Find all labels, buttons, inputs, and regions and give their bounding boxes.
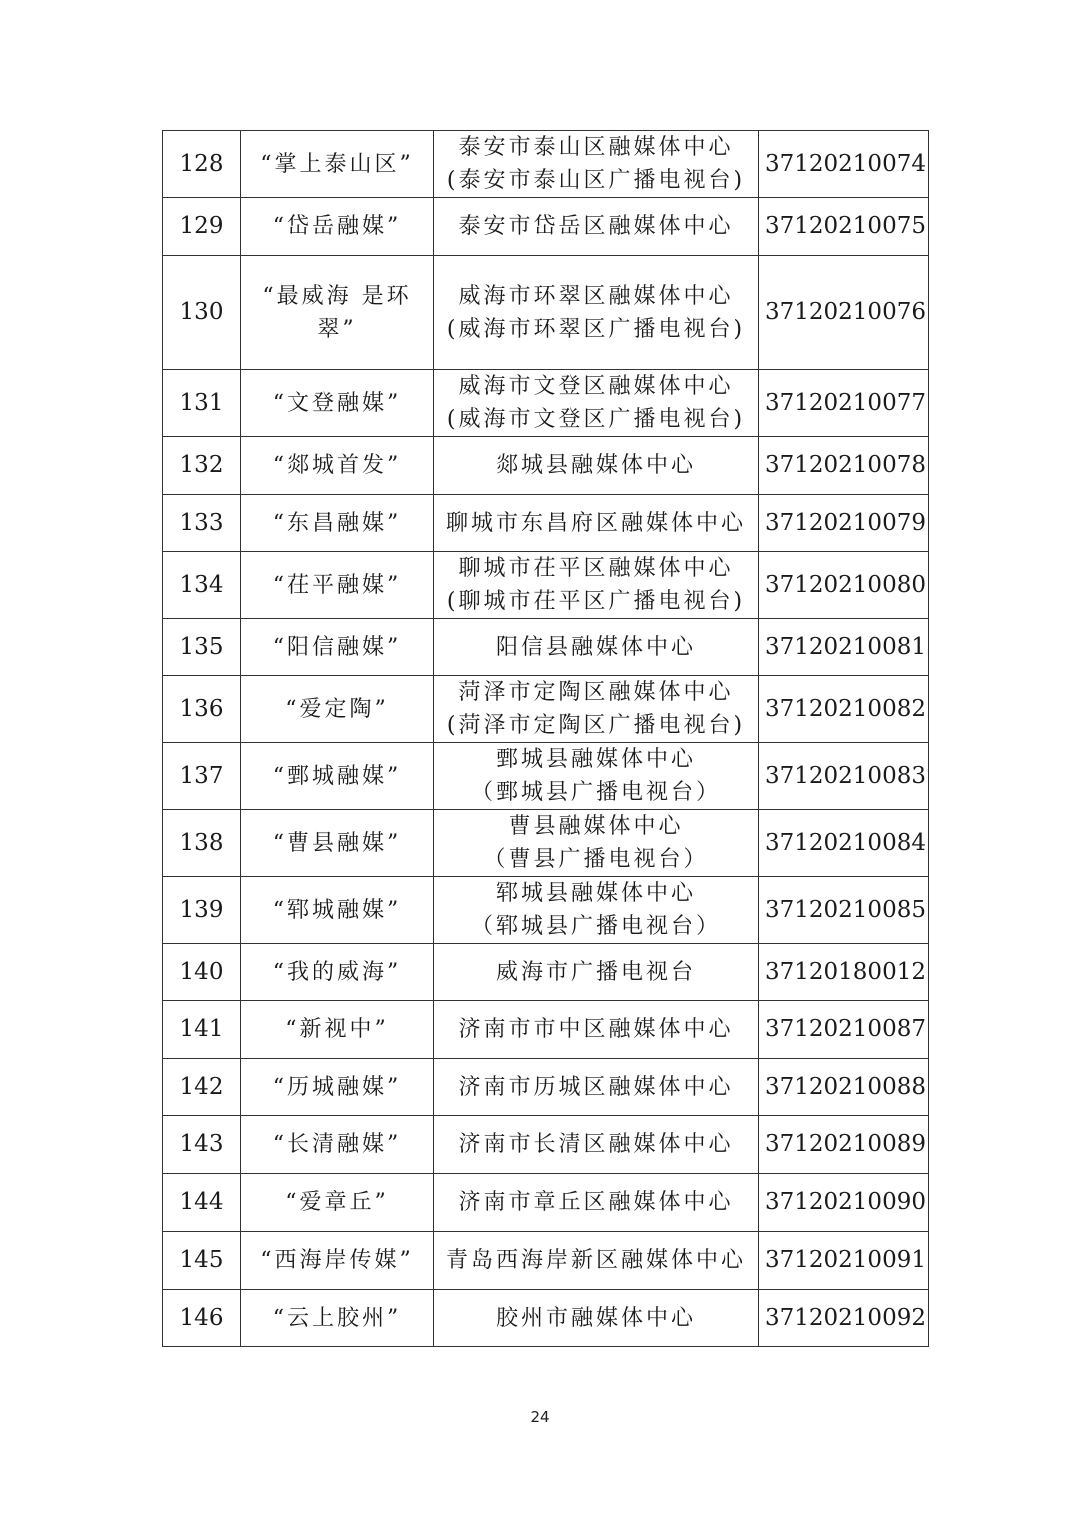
table-row <box>163 131 929 198</box>
organization-name: (聊城市茌平区广播电视台) <box>446 589 746 614</box>
media-name: “茌平融媒” <box>272 572 402 598</box>
registration-code: 37120210076 <box>759 256 929 370</box>
organization-cell <box>434 1174 759 1232</box>
registration-code: 37120210084 <box>759 810 929 877</box>
row-number: 136 <box>163 676 241 743</box>
organization-cell <box>434 1290 759 1347</box>
media-name-cell <box>241 437 434 495</box>
table-row <box>163 1174 929 1232</box>
registration-code: 37120210088 <box>759 1059 929 1116</box>
media-name: “鄄城融媒” <box>272 763 402 789</box>
organization-cell <box>434 131 759 198</box>
organization-cell <box>434 944 759 1001</box>
media-name-cell <box>241 1174 434 1232</box>
organization-cell <box>434 810 759 877</box>
media-name-cell <box>241 944 434 1001</box>
media-name: “长清融媒” <box>272 1132 402 1157</box>
media-name: “云上胶州” <box>272 1305 402 1331</box>
organization-name: 济南市历城区融媒体中心 <box>458 1074 734 1100</box>
organization-name: 菏泽市定陶区融媒体中心 <box>458 680 734 705</box>
media-name-cell <box>241 1232 434 1290</box>
organization-name: （郓城县广播电视台） <box>470 914 721 939</box>
media-name-cell <box>241 619 434 676</box>
row-number: 139 <box>163 877 241 944</box>
row-number: 138 <box>163 810 241 877</box>
registration-code: 37120180012 <box>759 944 929 1001</box>
organization-cell <box>434 1232 759 1290</box>
organization-cell <box>434 743 759 810</box>
organization-cell <box>434 877 759 944</box>
organization-name: 郓城县融媒体中心 <box>495 881 696 906</box>
organization-name: 泰安市泰山区融媒体中心 <box>458 135 734 160</box>
registration-code: 37120210082 <box>759 676 929 743</box>
table-row <box>163 552 929 619</box>
organization-name: 济南市长清区融媒体中心 <box>458 1132 734 1157</box>
media-name: “岱岳融媒” <box>272 214 402 239</box>
registration-code: 37120210087 <box>759 1001 929 1059</box>
media-name-cell <box>241 370 434 437</box>
media-name: “掌上泰山区” <box>260 151 414 177</box>
media-name-cell <box>241 256 434 370</box>
row-number: 140 <box>163 944 241 1001</box>
media-name: “新视中” <box>285 1017 389 1042</box>
row-number: 129 <box>163 198 241 256</box>
organization-name: 曹县融媒体中心 <box>508 814 684 839</box>
organization-name: (威海市文登区广播电视台) <box>446 407 746 432</box>
media-name: “西海岸传媒” <box>260 1248 414 1273</box>
registration-code: 37120210083 <box>759 743 929 810</box>
row-number: 145 <box>163 1232 241 1290</box>
media-name: “历城融媒” <box>272 1074 402 1100</box>
organization-name: 聊城市茌平区融媒体中心 <box>458 556 734 581</box>
media-name-cell <box>241 1059 434 1116</box>
row-number: 144 <box>163 1174 241 1232</box>
media-name-cell <box>241 877 434 944</box>
organization-name: 青岛西海岸新区融媒体中心 <box>445 1248 746 1273</box>
registration-code: 37120210085 <box>759 877 929 944</box>
table-row <box>163 944 929 1001</box>
table-row <box>163 877 929 944</box>
organization-cell <box>434 1059 759 1116</box>
media-name-cell <box>241 131 434 198</box>
organization-cell <box>434 198 759 256</box>
table-row <box>163 743 929 810</box>
registration-code: 37120210090 <box>759 1174 929 1232</box>
table-row <box>163 1232 929 1290</box>
table-row <box>163 1116 929 1174</box>
media-name: “最威海 是环 <box>262 283 412 309</box>
row-number: 130 <box>163 256 241 370</box>
registration-code: 37120210079 <box>759 495 929 552</box>
organization-name: （鄄城县广播电视台） <box>470 780 721 805</box>
media-name-cell <box>241 810 434 877</box>
organization-cell <box>434 1116 759 1174</box>
organization-name: 济南市市中区融媒体中心 <box>458 1017 734 1042</box>
registration-code: 37120210077 <box>759 370 929 437</box>
organization-name: 鄄城县融媒体中心 <box>495 747 696 772</box>
organization-name: (菏泽市定陶区广播电视台) <box>446 713 746 738</box>
table-row <box>163 198 929 256</box>
organization-cell <box>434 437 759 495</box>
media-name-cell <box>241 1116 434 1174</box>
media-name-cell <box>241 676 434 743</box>
row-number: 132 <box>163 437 241 495</box>
row-number: 131 <box>163 370 241 437</box>
organization-cell <box>434 1001 759 1059</box>
organization-cell <box>434 495 759 552</box>
organization-name: 郯城县融媒体中心 <box>495 453 696 478</box>
registration-code: 37120210074 <box>759 131 929 198</box>
table-row <box>163 370 929 437</box>
registration-code: 37120210078 <box>759 437 929 495</box>
organization-cell <box>434 619 759 676</box>
row-number: 133 <box>163 495 241 552</box>
media-name: “郯城首发” <box>272 453 402 478</box>
organization-name: (泰安市泰山区广播电视台) <box>446 168 746 193</box>
table-row <box>163 1059 929 1116</box>
media-name-cell <box>241 198 434 256</box>
media-name: “阳信融媒” <box>272 634 402 660</box>
organization-name: (威海市环翠区广播电视台) <box>446 316 746 342</box>
media-name-cell <box>241 1001 434 1059</box>
organization-cell <box>434 676 759 743</box>
organization-name: 阳信县融媒体中心 <box>495 634 696 660</box>
media-name: “我的威海” <box>272 959 402 985</box>
media-name: “曹县融媒” <box>272 830 402 856</box>
table-body <box>163 131 929 1347</box>
table-row <box>163 676 929 743</box>
row-number: 137 <box>163 743 241 810</box>
media-name: 翠” <box>317 316 357 342</box>
organization-cell <box>434 552 759 619</box>
registration-code: 37120210091 <box>759 1232 929 1290</box>
media-name-cell <box>241 495 434 552</box>
organization-cell <box>434 256 759 370</box>
media-name: “东昌融媒” <box>272 510 402 536</box>
organization-name: （曹县广播电视台） <box>483 847 709 872</box>
table-row <box>163 495 929 552</box>
media-name: “郓城融媒” <box>272 897 402 923</box>
organization-name: 聊城市东昌府区融媒体中心 <box>445 510 746 536</box>
organization-cell <box>434 370 759 437</box>
table-row <box>163 1290 929 1347</box>
organization-name: 威海市环翠区融媒体中心 <box>458 283 734 309</box>
table-row <box>163 1001 929 1059</box>
row-number: 143 <box>163 1116 241 1174</box>
page-number: 24 <box>530 1408 550 1426</box>
registration-code: 37120210089 <box>759 1116 929 1174</box>
organization-name: 泰安市岱岳区融媒体中心 <box>458 214 734 239</box>
table-row <box>163 256 929 370</box>
media-name-cell <box>241 743 434 810</box>
media-name: “爱定陶” <box>285 696 389 722</box>
organization-name: 威海市广播电视台 <box>495 959 696 985</box>
organization-name: 济南市章丘区融媒体中心 <box>458 1190 734 1215</box>
registration-code: 37120210092 <box>759 1290 929 1347</box>
organization-name: 胶州市融媒体中心 <box>495 1305 696 1331</box>
row-number: 146 <box>163 1290 241 1347</box>
organization-name: 威海市文登区融媒体中心 <box>458 374 734 399</box>
row-number: 141 <box>163 1001 241 1059</box>
row-number: 135 <box>163 619 241 676</box>
row-number: 128 <box>163 131 241 198</box>
registration-code: 37120210080 <box>759 552 929 619</box>
media-name: “文登融媒” <box>272 390 402 416</box>
media-name: “爱章丘” <box>285 1190 389 1215</box>
table-row <box>163 810 929 877</box>
registration-code: 37120210081 <box>759 619 929 676</box>
table-row <box>163 619 929 676</box>
media-registry-table <box>162 130 929 1347</box>
table-row <box>163 437 929 495</box>
media-name-cell <box>241 552 434 619</box>
registration-code: 37120210075 <box>759 198 929 256</box>
row-number: 142 <box>163 1059 241 1116</box>
row-number: 134 <box>163 552 241 619</box>
media-name-cell <box>241 1290 434 1347</box>
